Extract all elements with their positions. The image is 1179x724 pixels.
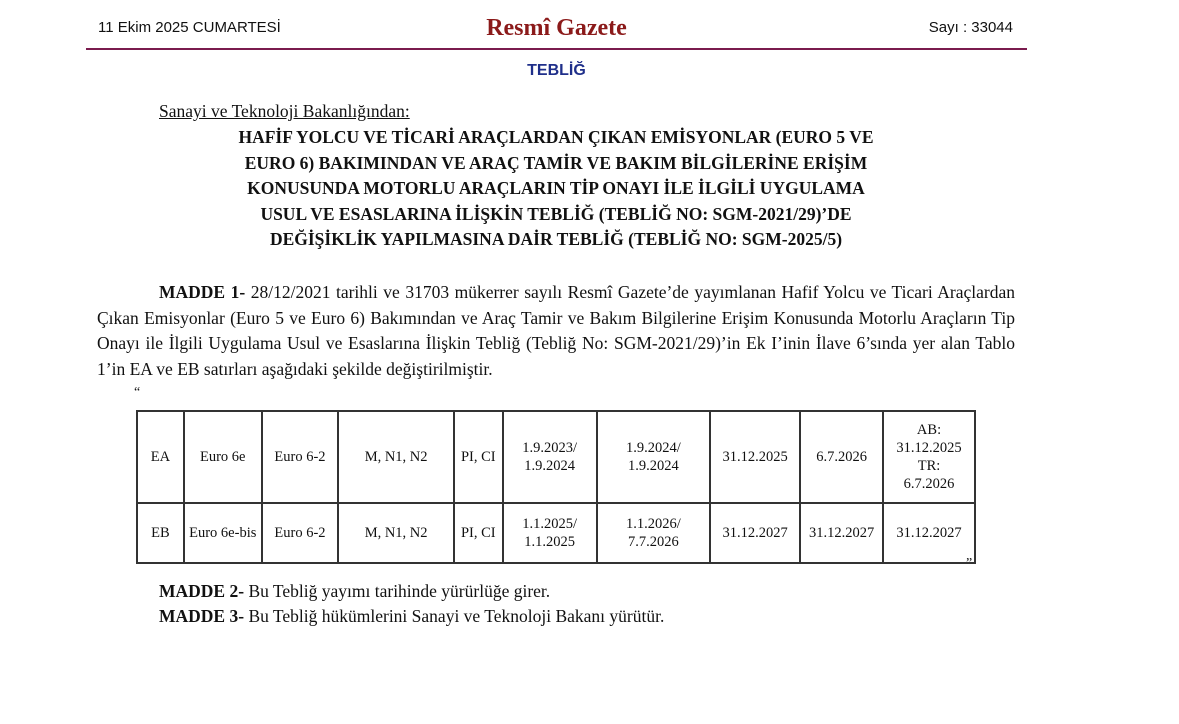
cell-line: AB:: [916, 422, 942, 438]
cell-categories: M, N1, N2: [338, 503, 453, 563]
cell-line: 1.9.2024: [627, 458, 679, 474]
title-line: HAFİF YOLCU VE TİCARİ ARAÇLARDAN ÇIKAN EMİSYONLAR (EURO 5 VE: [238, 127, 874, 147]
cell-line: 1.1.2025/: [522, 516, 577, 532]
quote-close: ”: [966, 556, 973, 571]
cell-date-a: [503, 503, 597, 563]
cell-fuel: PI, CI: [454, 411, 503, 503]
cell-date-e: [883, 503, 975, 563]
title-line: EURO 6) BAKIMINDAN VE ARAÇ TAMİR VE BAKIM BİLGİLERİNE ERİŞİM: [244, 152, 868, 173]
cell-code: EB: [137, 503, 184, 563]
cell-date-b: [597, 503, 711, 563]
cell-class: Euro 6-2: [262, 503, 339, 563]
cell-date-e: [883, 411, 975, 503]
cell-date-b: [597, 411, 711, 503]
article-1-label: MADDE 1-: [159, 282, 246, 302]
cell-line: 31.12.2027: [896, 525, 962, 541]
table-row: [137, 503, 975, 563]
article-1: [97, 280, 1015, 382]
cell-line: 31.12.2025: [896, 440, 962, 456]
cell-standard: Euro 6e-bis: [184, 503, 262, 563]
table-row: [137, 411, 975, 503]
article-1-text: 28/12/2021 tarihli ve 31703 mükerrer sayılı Resmî Gazete’de yayımlanan Hafif Yolcu ve Ticari Araçlardan Çıkan Emisyonlar (Euro 5 ve Euro 6) Bakımından ve Araç Tamir ve Bakım Bilgilerine Erişim Konusunda Motorlu Araçların Tip Onayı ile İlgili Uygulama Usul ve Esaslarına İlişkin Tebliğ (Tebliğ No: SGM-2021/29)’in Ek I’inin İlave 6’sında yer alan Tablo 1’in EA ve EB satırları aşağıdaki şekilde değiştirilmiştir.: [97, 282, 1015, 379]
section-heading: TEBLİĞ: [527, 62, 586, 79]
article-2-text: Bu Tebliğ yayımı tarihinde yürürlüğe girer.: [244, 581, 551, 601]
title-line: DEĞİŞİKLİK YAPILMASINA DAİR TEBLİĞ (TEBLİĞ NO: SGM-2025/5): [269, 229, 843, 250]
cell-line: 1.9.2023/: [522, 440, 577, 456]
article-2-label: MADDE 2-: [159, 581, 245, 601]
cell-line: 1.9.2024/: [625, 440, 681, 456]
cell-line: 7.7.2026: [627, 534, 679, 550]
cell-date-d: 31.12.2027: [800, 503, 883, 563]
issue-number: Sayı : 33044: [928, 19, 1013, 36]
cell-categories: M, N1, N2: [338, 411, 453, 503]
cell-date-c: 31.12.2027: [710, 503, 800, 563]
cell-date-c: 31.12.2025: [710, 411, 800, 503]
article-3-text: Bu Tebliğ hükümlerini Sanayi ve Teknoloji Bakanı yürütür.: [244, 606, 665, 626]
cell-date-d: 6.7.2026: [800, 411, 883, 503]
communique-title: [180, 125, 932, 253]
title-line: USUL VE ESASLARINA İLİŞKİN TEBLİĞ (TEBLİĞ NO: SGM-2021/29)’DE: [260, 203, 852, 224]
cell-fuel: PI, CI: [454, 503, 503, 563]
article-2: [159, 581, 550, 602]
ministry-line: Sanayi ve Teknoloji Bakanlığından:: [159, 101, 410, 121]
cell-line: TR:: [917, 458, 941, 474]
page-header: [86, 12, 1027, 50]
cell-line: 6.7.2026: [903, 476, 955, 492]
article-3-label: MADDE 3-: [159, 606, 245, 626]
header-date: 11 Ekim 2025 CUMARTESİ: [98, 19, 281, 36]
quote-open: “: [134, 385, 141, 400]
cell-standard: Euro 6e: [184, 411, 262, 503]
cell-line: 1.1.2026/: [625, 516, 681, 532]
cell-class: Euro 6-2: [262, 411, 339, 503]
emission-table: [136, 410, 976, 564]
article-3: [159, 606, 664, 627]
title-line: KONUSUNDA MOTORLU ARAÇLARIN TİP ONAYI İLE İLGİLİ UYGULAMA: [247, 178, 865, 199]
cell-date-a: [503, 411, 597, 503]
cell-line: 1.1.2025: [524, 534, 575, 550]
cell-code: EA: [137, 411, 184, 503]
cell-line: 1.9.2024: [524, 458, 575, 474]
gazette-title: Resmî Gazete: [486, 15, 627, 41]
